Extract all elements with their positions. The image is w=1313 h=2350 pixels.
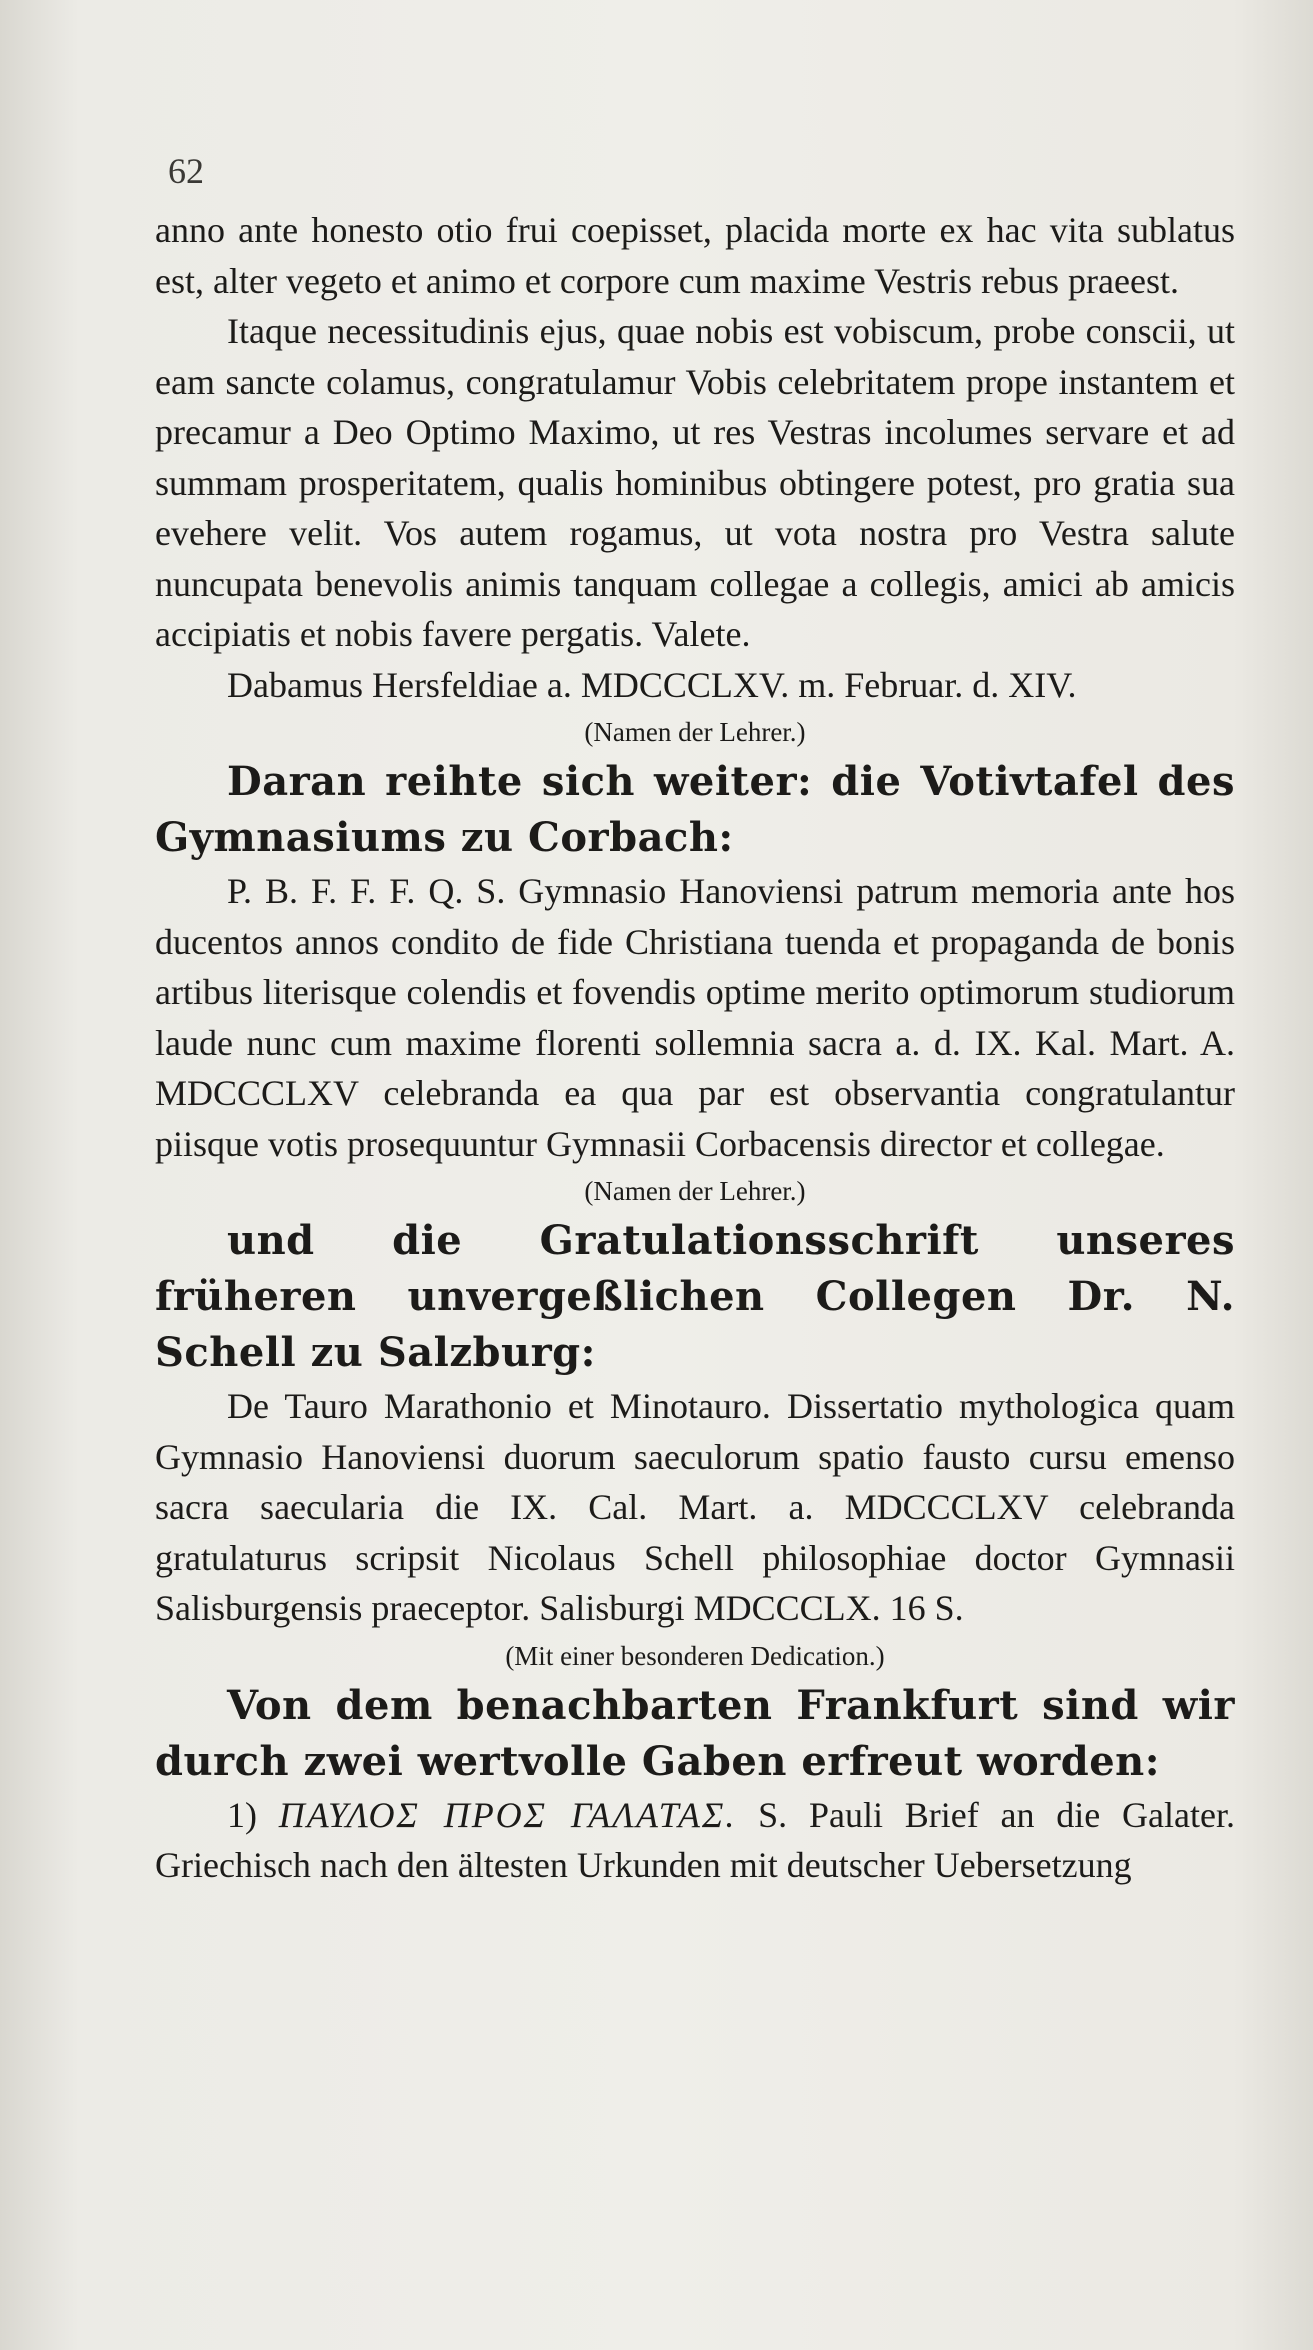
paragraph-2: Itaque necessitudinis ejus, quae nobis est vobiscum, probe conscii, ut eam sancte colamus, congratulamur Vobis celebritatem prope instantem et precamur a Deo Optimo Maximo, ut res Vestras incolumes servare et ad summam prosperitatem, qualis hominibus obtingere potest, pro gratia sua evehere velit. Vos autem rogamus, ut vota nostra pro Vestra salute nuncupata benevolis animis tanquam collegae a collegis, amici ab amicis accipiatis et nobis favere pergatis. Valete. [155,311,1235,654]
paragraph-1: anno ante honesto otio frui coepisset, placida morte ex hac vita sublatus est, alter vegeto et animo et corpore cum maxime Vestris rebus praeest. [155,210,1235,301]
item-1-greek-title: ΠΑΥΛΟΣ ΠΡΟΣ ΓΑΛΑΤΑΣ. [278,1794,737,1835]
paragraph-4: De Tauro Marathonio et Minotauro. Dissertatio mythologica quam Gymnasio Hanoviensi duorum saeculorum spatio fausto cursu emenso sacra saecularia die IX. Cal. Mart. a. MDCCCLXV celebranda gratulaturus scripsit Nicolaus Schell philosophiae doctor Gymnasii Salisburgensis praeceptor. Salisburgi MDCCCLX. 16 S. [155,1386,1235,1628]
signature-2: (Namen der Lehrer.) [584,1176,806,1206]
dating-line: Dabamus Hersfeldiae a. MDCCCLXV. m. Februar. d. XIV. [227,664,1077,705]
signature-1: (Namen der Lehrer.) [584,717,806,747]
page-text [155,205,1235,1891]
item-1-description: S. Pauli Brief an die Galater. Griechisch nach den ältesten Urkunden mit deutscher Uebersetzung [155,1794,1235,1885]
page-number: 62 [168,151,204,191]
intro-frankfurt: Von dem benachbarten Frankfurt sind wir durch zwei wertvolle Gaben erfreut worden: [155,1681,1235,1785]
intro-votivtafel: Daran reihte sich weiter: die Votivtafel des Gymnasiums zu Corbach: [155,758,1235,861]
paragraph-3: P. B. F. F. F. Q. S. Gymnasio Hanoviensi patrum memoria ante hos ducentos annos condito de fide Christiana tuenda et propaganda de bonis artibus literisque colendis et fovendis optime merito optimorum studiorum laude nunc cum maxime florenti sollemnia sacra a. d. IX. Kal. Mart. A. MDCCCLXV celebranda ea qua par est observantia congratulantur piisque votis prosequuntur Gymnasii Corbacensis director et collegae. [155,871,1235,1164]
list-item-1 [155,1790,1235,1891]
item-1-number: 1) [227,1794,257,1835]
dedication-note: (Mit einer besonderen Dedication.) [505,1640,885,1671]
intro-gratulationsschrift: und die Gratulationsschrift unseres früheren unvergeßlichen Collegen Dr. N. Schell zu Salzburg: [155,1217,1235,1376]
